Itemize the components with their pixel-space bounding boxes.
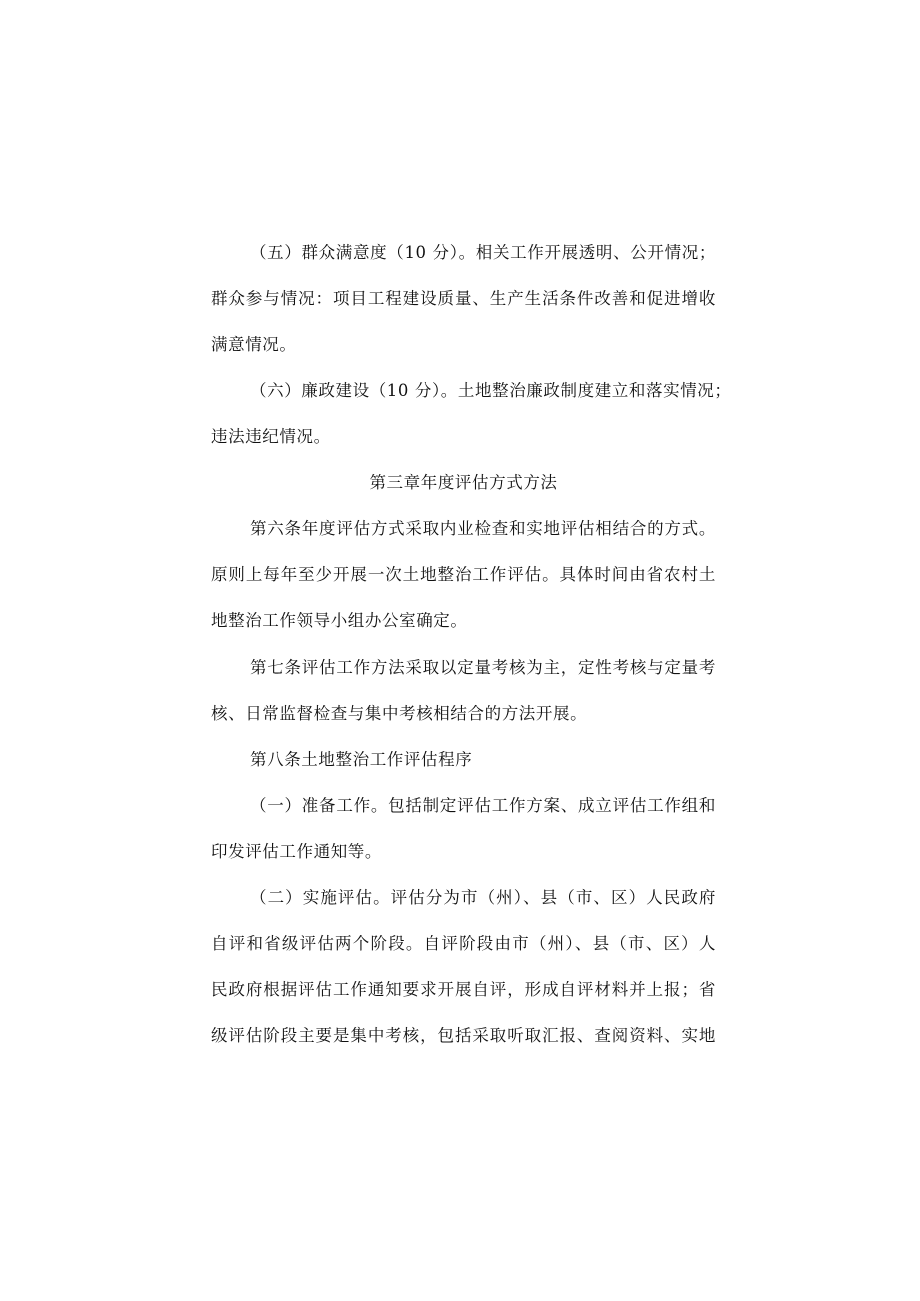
- article-7-line-1: 第七条评估工作方法采取以定量考核为主，定性考核与定量考: [250, 658, 716, 677]
- article-6-line-3: 地整治工作领导小组办公室确定。: [211, 611, 468, 630]
- paragraph-6-line-2: 违法违纪情况。: [211, 427, 331, 446]
- step-2-line-2: 自评和省级评估两个阶段。自评阶段由市（州）、县（市、区）人: [211, 934, 716, 953]
- article-8-heading: 第八条土地整治工作评估程序: [250, 750, 473, 769]
- step-1-line-1: （一）准备工作。包括制定评估工作方案、成立评估工作组和: [250, 796, 716, 815]
- paragraph-5-line-1: （五）群众满意度（10 分）。相关工作开展透明、公开情况；: [250, 243, 716, 262]
- article-7-line-2: 核、日常监督检查与集中考核相结合的方法开展。: [211, 704, 588, 723]
- step-2-line-3: 民政府根据评估工作通知要求开展自评，形成自评材料并上报；省: [211, 980, 716, 999]
- article-6-line-1: 第六条年度评估方式采取内业检查和实地评估相结合的方式。: [250, 519, 716, 538]
- step-2-line-1: （二）实施评估。评估分为市（州）、县（市、区）人民政府: [250, 888, 716, 907]
- paragraph-5-line-3: 满意情况。: [211, 335, 297, 354]
- step-2-line-4: 级评估阶段主要是集中考核，包括采取听取汇报、查阅资料、实地: [211, 1026, 716, 1045]
- paragraph-5-line-2: 群众参与情况：项目工程建设质量、生产生活条件改善和促进增收: [211, 289, 716, 308]
- paragraph-6-line-1: （六）廉政建设（10 分）。土地整治廉政制度建立和落实情况；: [250, 381, 732, 400]
- step-1-line-2: 印发评估工作通知等。: [211, 842, 382, 861]
- article-6-line-2: 原则上每年至少开展一次土地整治工作评估。具体时间由省农村土: [211, 565, 716, 584]
- chapter-three-heading: 第三章年度评估方式方法: [369, 473, 558, 492]
